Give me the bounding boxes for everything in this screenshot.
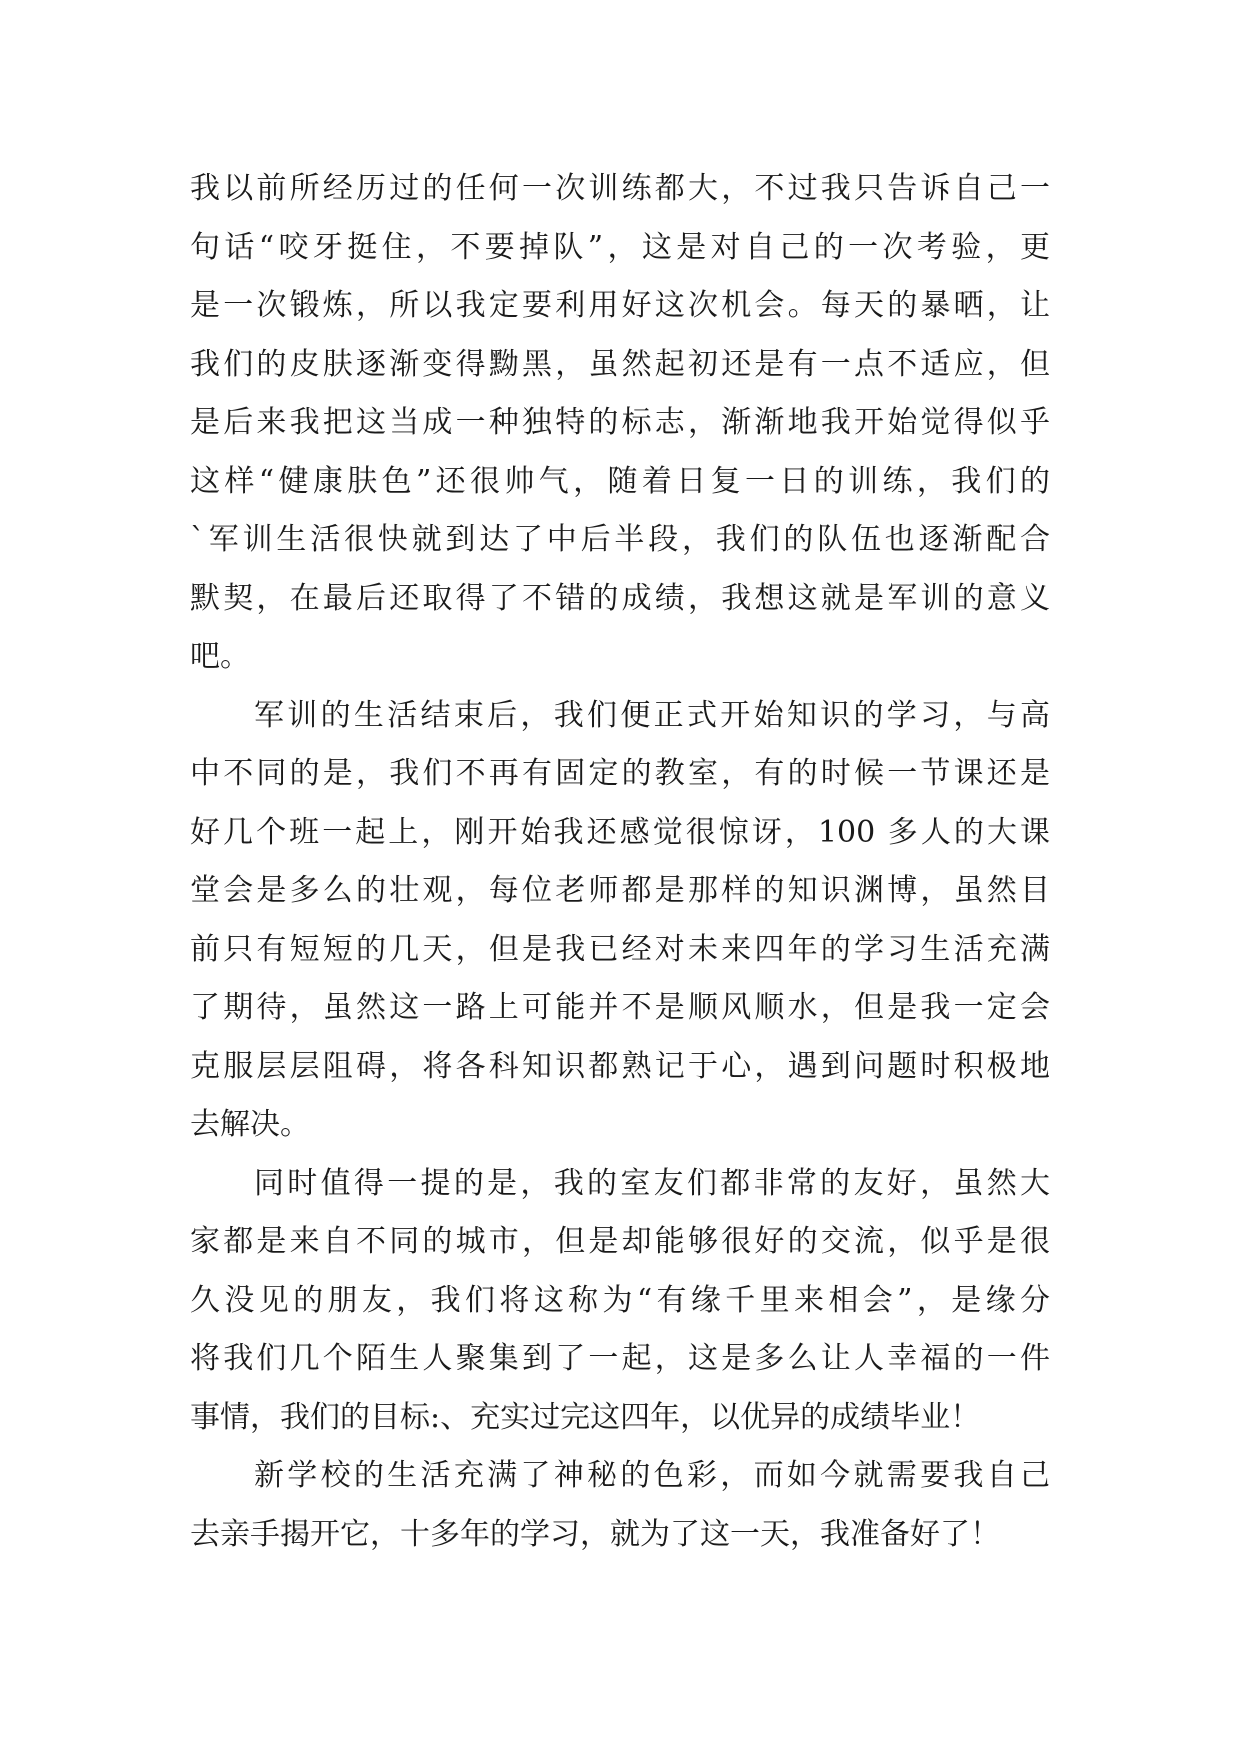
text-line: 军训的生活结束后，我们便正式开始知识的学习，与高 — [254, 697, 1050, 733]
text-line: 我们的皮肤逐渐变得黝黑，虽然起初还是有一点不适应，但 — [190, 346, 1050, 382]
paragraph-3 — [190, 1155, 1050, 1448]
paragraph-2 — [190, 687, 1050, 1155]
text-line: 默契，在最后还取得了不错的成绩，我想这就是军训的意义 — [190, 580, 1050, 616]
text-line: 同时值得一提的是，我的室友们都非常的友好，虽然大 — [254, 1165, 1050, 1201]
text-line: 吧。 — [190, 639, 250, 674]
document-body — [190, 160, 1050, 1564]
paragraph-1 — [190, 160, 1050, 687]
paragraph-4 — [190, 1447, 1050, 1564]
text-line: 将我们几个陌生人聚集到了一起，这是多么让人幸福的一件 — [190, 1341, 1050, 1376]
text-line: 中不同的是，我们不再有固定的教室，有的时候一节课还是 — [190, 756, 1050, 791]
text-line: 去解决。 — [190, 1107, 310, 1142]
text-line: 去亲手揭开它，十多年的学习，就为了这一天，我准备好了！ — [190, 1516, 1000, 1552]
text-line: 久没见的朋友，我们将这称为“有缘千里来相会”，是缘分 — [190, 1282, 1050, 1318]
text-line: 是一次锻炼，所以我定要利用好这次机会。每天的暴晒，让 — [190, 288, 1050, 323]
text-line: 事情，我们的目标:、充实过完这四年，以优异的成绩毕业！ — [190, 1399, 981, 1435]
text-line: 克服层层阻碍，将各科知识都熟记于心，遇到问题时积极地 — [190, 1048, 1050, 1084]
text-line: 前只有短短的几天，但是我已经对未来四年的学习生活充满 — [190, 931, 1050, 967]
text-line: 新学校的生活充满了神秘的色彩，而如今就需要我自己 — [254, 1458, 1050, 1493]
text-line: `军训生活很快就到达了中后半段，我们的队伍也逐渐配合 — [190, 522, 1050, 557]
text-line: 家都是来自不同的城市，但是却能够很好的交流，似乎是很 — [190, 1224, 1050, 1259]
text-line: 好几个班一起上，刚开始我还感觉很惊讶，100 多人的大课 — [190, 814, 1050, 850]
text-line: 这样“健康肤色”还很帅气，随着日复一日的训练，我们的 — [190, 463, 1050, 499]
text-line: 我以前所经历过的任何一次训练都大，不过我只告诉自己一 — [190, 171, 1050, 206]
text-line: 是后来我把这当成一种独特的标志，渐渐地我开始觉得似乎 — [190, 405, 1050, 440]
text-line: 堂会是多么的壮观，每位老师都是那样的知识渊博，虽然目 — [190, 873, 1050, 908]
text-line: 了期待，虽然这一路上可能并不是顺风顺水，但是我一定会 — [190, 990, 1050, 1025]
text-line: 句话“咬牙挺住，不要掉队”，这是对自己的一次考验，更 — [190, 229, 1050, 265]
